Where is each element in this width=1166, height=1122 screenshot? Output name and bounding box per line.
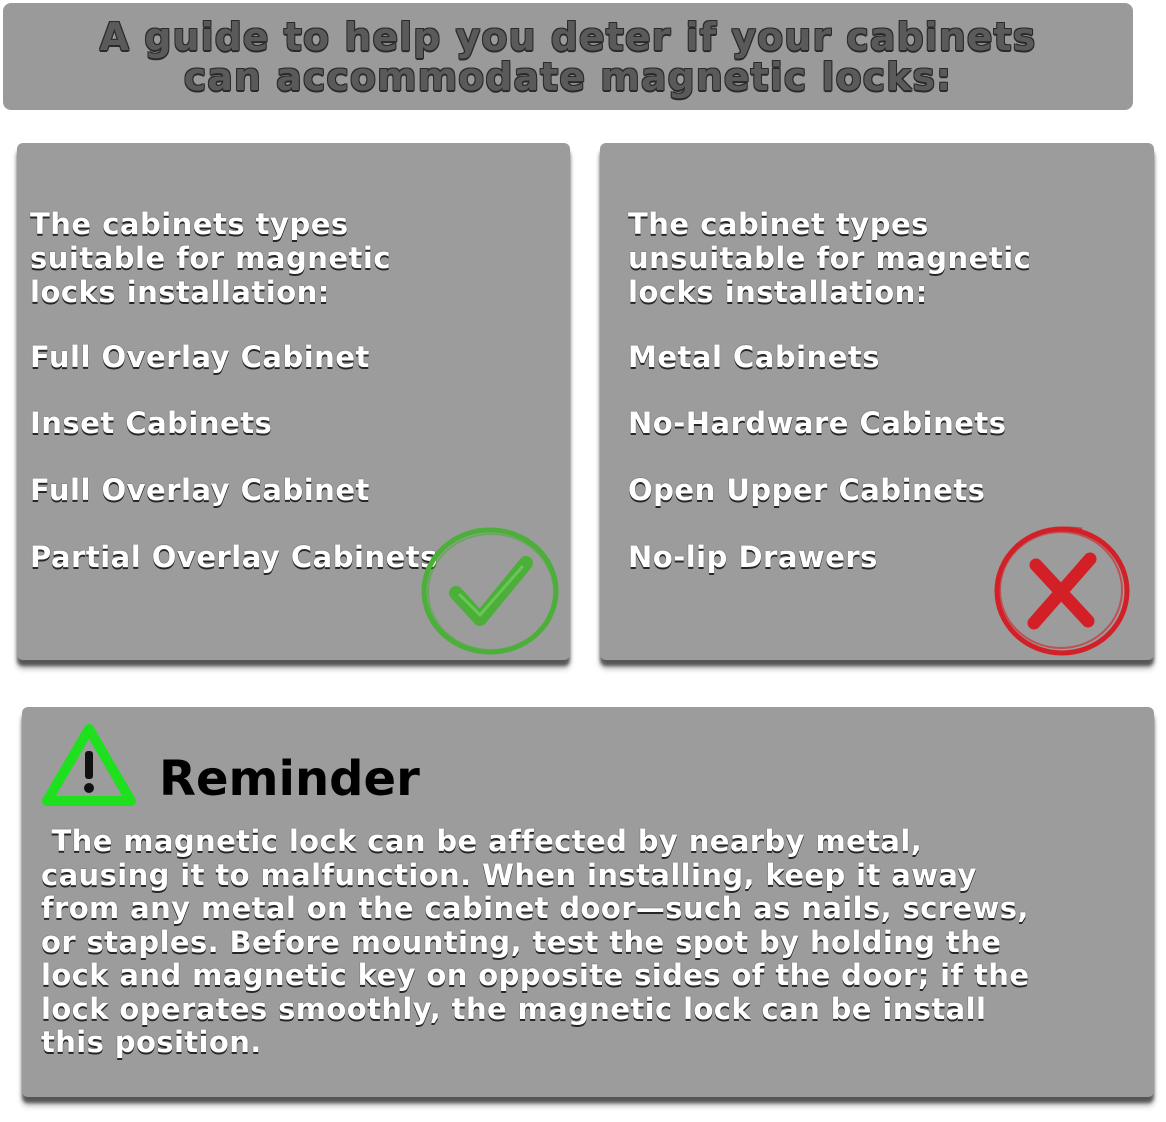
reminder-body-line: lock operates smoothly, the magnetic lock can be install [41, 991, 987, 1026]
reminder-body-line: or staples. Before mounting, test the spot by holding the [41, 924, 1002, 959]
check-circle-icon [418, 523, 562, 659]
unsuitable-item: No-Hardware Cabinets [628, 406, 1007, 440]
guide-title-line-2: can accommodate magnetic locks: [183, 55, 953, 99]
unsuitable-cabinets-heading [628, 207, 1031, 309]
guide-title-banner [3, 3, 1133, 110]
suitable-item: Full Overlay Cabinet [30, 473, 370, 507]
suitable-heading-line-2: suitable for magnetic [30, 241, 392, 275]
suitable-item: Full Overlay Cabinet [30, 340, 370, 374]
reminder-panel [22, 707, 1154, 1097]
reminder-title: Reminder [159, 751, 420, 807]
unsuitable-item: Open Upper Cabinets [628, 473, 986, 507]
suitable-item: Partial Overlay Cabinets [30, 540, 438, 574]
reminder-body-line: The magnetic lock can be affected by nearby metal, [41, 824, 923, 858]
unsuitable-heading-line-3: locks installation: [628, 275, 928, 309]
unsuitable-cabinets-card [600, 143, 1154, 660]
suitable-heading-line-1: The cabinets types [30, 207, 349, 241]
cross-circle-icon [990, 521, 1132, 659]
suitable-heading-line-3: locks installation: [30, 275, 330, 309]
unsuitable-item: No-lip Drawers [628, 540, 878, 574]
suitable-cabinets-card [17, 143, 570, 660]
unsuitable-heading-line-1: The cabinet types [628, 207, 929, 241]
warning-triangle-icon [40, 721, 138, 809]
reminder-body-line: this position. [41, 1025, 262, 1059]
guide-title-line-1: A guide to help you deter if your cabinets [99, 15, 1037, 59]
unsuitable-item: Metal Cabinets [628, 340, 880, 374]
reminder-body-line: causing it to malfunction. When installing, keep it away [41, 857, 977, 892]
suitable-item: Inset Cabinets [30, 406, 273, 440]
unsuitable-heading-line-2: unsuitable for magnetic [628, 241, 1032, 275]
reminder-body-text [41, 825, 1141, 1060]
suitable-cabinets-heading [30, 207, 391, 309]
reminder-body-line: from any metal on the cabinet door—such as nails, screws, [41, 891, 1029, 925]
reminder-body-line: lock and magnetic key on opposite sides of the door; if the [41, 958, 1030, 992]
